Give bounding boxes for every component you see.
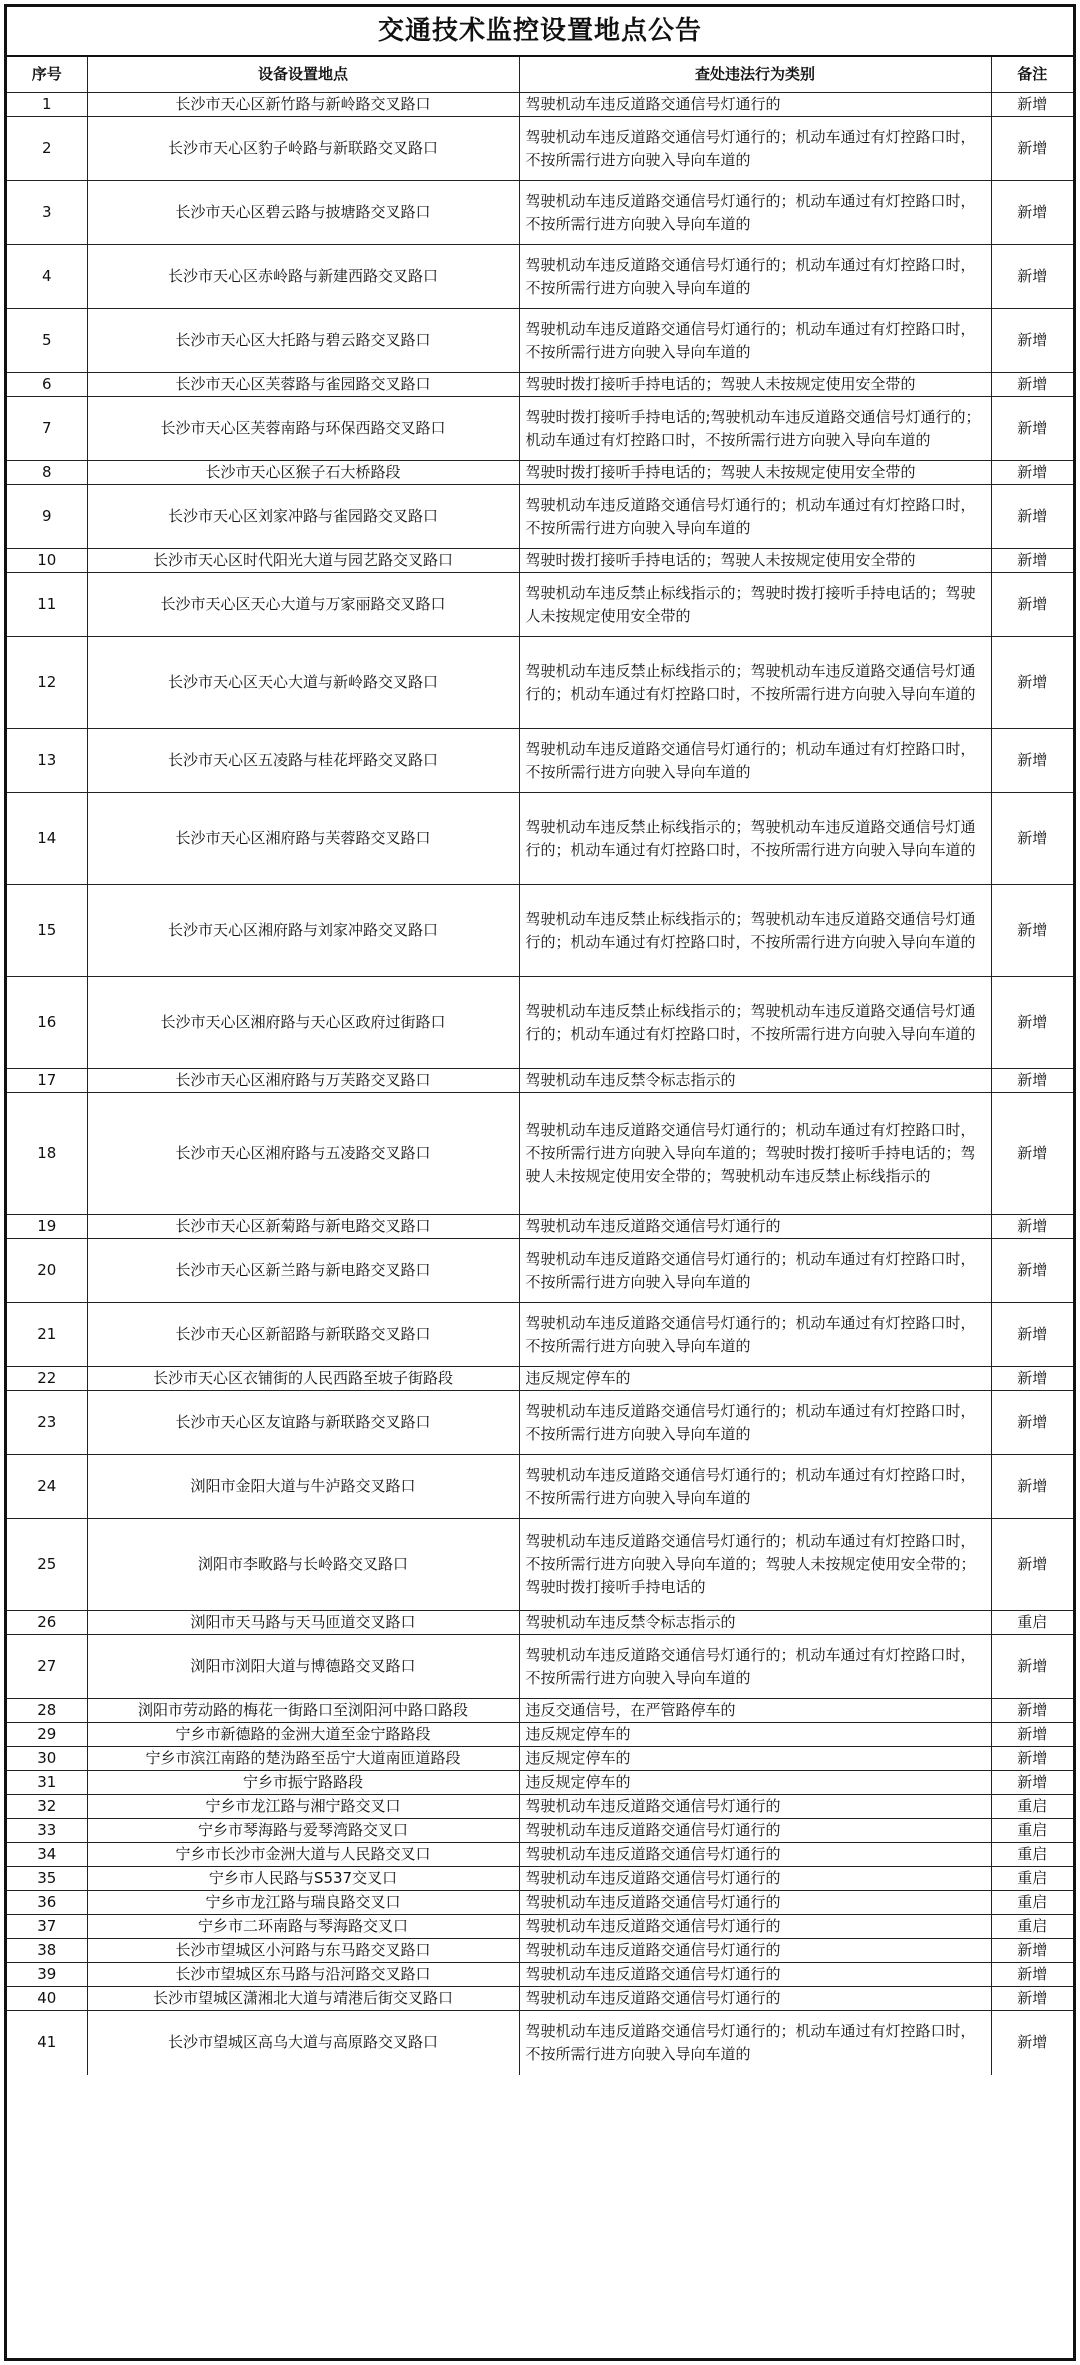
row-violation: 驾驶机动车违反道路交通信号灯通行的；机动车通过有灯控路口时，不按所需行进方向驶入导向车道的 — [519, 1239, 991, 1303]
row-number: 18 — [7, 1093, 87, 1215]
row-location: 长沙市天心区碧云路与披塘路交叉路口 — [87, 181, 519, 245]
row-note: 新增 — [991, 1215, 1073, 1239]
row-violation: 驾驶时拨打接听手持电话的;驾驶机动车违反道路交通信号灯通行的；机动车通过有灯控路口时，不按所需行进方向驶入导向车道的 — [519, 397, 991, 461]
row-violation: 驾驶机动车违反道路交通信号灯通行的 — [519, 1795, 991, 1819]
row-violation: 驾驶机动车违反道路交通信号灯通行的 — [519, 1843, 991, 1867]
row-violation: 驾驶机动车违反禁止标线指示的；驾驶机动车违反道路交通信号灯通行的；机动车通过有灯控路口时，不按所需行进方向驶入导向车道的 — [519, 977, 991, 1069]
row-number: 15 — [7, 885, 87, 977]
row-number: 13 — [7, 729, 87, 793]
table-row — [7, 245, 1073, 309]
table-row — [7, 1939, 1073, 1963]
row-note: 新增 — [991, 1069, 1073, 1093]
row-location: 长沙市望城区潇湘北大道与靖港后街交叉路口 — [87, 1987, 519, 2011]
row-number: 24 — [7, 1455, 87, 1519]
row-number: 12 — [7, 637, 87, 729]
table-row — [7, 1611, 1073, 1635]
row-violation: 驾驶机动车违反禁止标线指示的；驾驶机动车违反道路交通信号灯通行的；机动车通过有灯控路口时，不按所需行进方向驶入导向车道的 — [519, 637, 991, 729]
row-note: 新增 — [991, 977, 1073, 1069]
row-violation: 驾驶机动车违反道路交通信号灯通行的；机动车通过有灯控路口时，不按所需行进方向驶入导向车道的 — [519, 485, 991, 549]
row-location: 宁乡市二环南路与琴海路交叉口 — [87, 1915, 519, 1939]
row-note: 新增 — [991, 793, 1073, 885]
row-number: 11 — [7, 573, 87, 637]
row-location: 长沙市望城区小河路与东马路交叉路口 — [87, 1939, 519, 1963]
row-violation: 驾驶时拨打接听手持电话的；驾驶人未按规定使用安全带的 — [519, 373, 991, 397]
row-location: 长沙市天心区湘府路与天心区政府过街路口 — [87, 977, 519, 1069]
row-note: 重启 — [991, 1867, 1073, 1891]
row-number: 27 — [7, 1635, 87, 1699]
row-note: 新增 — [991, 1239, 1073, 1303]
row-location: 长沙市天心区湘府路与五凌路交叉路口 — [87, 1093, 519, 1215]
row-note: 新增 — [991, 1635, 1073, 1699]
row-number: 21 — [7, 1303, 87, 1367]
row-location: 浏阳市劳动路的梅花一街路口至浏阳河中路口路段 — [87, 1699, 519, 1723]
table-row — [7, 1987, 1073, 2011]
row-number: 9 — [7, 485, 87, 549]
row-number: 14 — [7, 793, 87, 885]
row-location: 长沙市望城区高乌大道与高原路交叉路口 — [87, 2011, 519, 2075]
table-row — [7, 485, 1073, 549]
table-row — [7, 1747, 1073, 1771]
row-note: 新增 — [991, 117, 1073, 181]
row-note: 重启 — [991, 1819, 1073, 1843]
row-number: 19 — [7, 1215, 87, 1239]
row-location: 宁乡市龙江路与瑞良路交叉口 — [87, 1891, 519, 1915]
row-number: 10 — [7, 549, 87, 573]
row-number: 26 — [7, 1611, 87, 1635]
row-violation: 驾驶机动车违反禁止标线指示的；驾驶机动车违反道路交通信号灯通行的；机动车通过有灯控路口时，不按所需行进方向驶入导向车道的 — [519, 793, 991, 885]
row-violation: 驾驶机动车违反道路交通信号灯通行的 — [519, 1987, 991, 2011]
row-violation: 驾驶机动车违反道路交通信号灯通行的；机动车通过有灯控路口时，不按所需行进方向驶入导向车道的 — [519, 1303, 991, 1367]
row-location: 长沙市天心区猴子石大桥路段 — [87, 461, 519, 485]
table-row — [7, 1699, 1073, 1723]
table-row — [7, 1891, 1073, 1915]
row-number: 7 — [7, 397, 87, 461]
table-row — [7, 117, 1073, 181]
table-row — [7, 1519, 1073, 1611]
row-location: 长沙市天心区天心大道与新岭路交叉路口 — [87, 637, 519, 729]
row-violation: 驾驶机动车违反道路交通信号灯通行的；机动车通过有灯控路口时，不按所需行进方向驶入导向车道的 — [519, 245, 991, 309]
row-note: 新增 — [991, 245, 1073, 309]
row-number: 4 — [7, 245, 87, 309]
row-location: 长沙市天心区新兰路与新电路交叉路口 — [87, 1239, 519, 1303]
row-note: 重启 — [991, 1795, 1073, 1819]
row-number: 17 — [7, 1069, 87, 1093]
row-note: 重启 — [991, 1891, 1073, 1915]
row-location: 浏阳市浏阳大道与博德路交叉路口 — [87, 1635, 519, 1699]
row-location: 宁乡市振宁路路段 — [87, 1771, 519, 1795]
row-number: 35 — [7, 1867, 87, 1891]
table-row — [7, 885, 1073, 977]
row-location: 长沙市天心区新竹路与新岭路交叉路口 — [87, 93, 519, 117]
row-violation: 驾驶机动车违反道路交通信号灯通行的；机动车通过有灯控路口时，不按所需行进方向驶入导向车道的 — [519, 1635, 991, 1699]
row-note: 新增 — [991, 309, 1073, 373]
row-note: 新增 — [991, 729, 1073, 793]
row-note: 新增 — [991, 1391, 1073, 1455]
row-violation: 驾驶机动车违反道路交通信号灯通行的；机动车通过有灯控路口时，不按所需行进方向驶入导向车道的 — [519, 1391, 991, 1455]
table-row — [7, 729, 1073, 793]
table-row — [7, 373, 1073, 397]
row-number: 36 — [7, 1891, 87, 1915]
table-row — [7, 1843, 1073, 1867]
row-note: 新增 — [991, 485, 1073, 549]
page-title: 交通技术监控设置地点公告 — [7, 7, 1073, 57]
row-note: 重启 — [991, 1611, 1073, 1635]
table-row — [7, 977, 1073, 1069]
table-body — [7, 93, 1073, 2075]
table-row — [7, 637, 1073, 729]
row-note: 新增 — [991, 1303, 1073, 1367]
row-violation: 驾驶机动车违反道路交通信号灯通行的；机动车通过有灯控路口时，不按所需行进方向驶入导向车道的 — [519, 1455, 991, 1519]
row-note: 新增 — [991, 461, 1073, 485]
row-violation: 驾驶机动车违反道路交通信号灯通行的；机动车通过有灯控路口时，不按所需行进方向驶入导向车道的 — [519, 117, 991, 181]
row-note: 新增 — [991, 1093, 1073, 1215]
row-number: 41 — [7, 2011, 87, 2075]
row-location: 浏阳市天马路与天马匝道交叉路口 — [87, 1611, 519, 1635]
row-violation: 驾驶机动车违反道路交通信号灯通行的；机动车通过有灯控路口时，不按所需行进方向驶入导向车道的 — [519, 309, 991, 373]
row-note: 新增 — [991, 397, 1073, 461]
row-location: 长沙市天心区友谊路与新联路交叉路口 — [87, 1391, 519, 1455]
table-row — [7, 1367, 1073, 1391]
row-number: 37 — [7, 1915, 87, 1939]
row-location: 宁乡市琴海路与爱琴湾路交叉口 — [87, 1819, 519, 1843]
row-number: 28 — [7, 1699, 87, 1723]
row-number: 3 — [7, 181, 87, 245]
row-violation: 驾驶机动车违反道路交通信号灯通行的；机动车通过有灯控路口时，不按所需行进方向驶入导向车道的 — [519, 2011, 991, 2075]
row-location: 宁乡市新德路的金洲大道至金宁路路段 — [87, 1723, 519, 1747]
header-violation: 查处违法行为类别 — [519, 57, 991, 93]
row-note: 新增 — [991, 1367, 1073, 1391]
row-location: 宁乡市人民路与S537交叉口 — [87, 1867, 519, 1891]
row-location: 长沙市天心区时代阳光大道与园艺路交叉路口 — [87, 549, 519, 573]
row-violation: 驾驶机动车违反道路交通信号灯通行的 — [519, 1891, 991, 1915]
row-note: 新增 — [991, 1699, 1073, 1723]
header-number: 序号 — [7, 57, 87, 93]
row-number: 34 — [7, 1843, 87, 1867]
row-number: 40 — [7, 1987, 87, 2011]
table-row — [7, 1867, 1073, 1891]
row-violation: 驾驶机动车违反禁令标志指示的 — [519, 1069, 991, 1093]
row-location: 长沙市天心区芙蓉路与雀园路交叉路口 — [87, 373, 519, 397]
row-location: 长沙市天心区刘家冲路与雀园路交叉路口 — [87, 485, 519, 549]
row-note: 新增 — [991, 2011, 1073, 2075]
row-violation: 驾驶机动车违反道路交通信号灯通行的 — [519, 1215, 991, 1239]
row-number: 29 — [7, 1723, 87, 1747]
row-number: 23 — [7, 1391, 87, 1455]
row-violation: 驾驶机动车违反道路交通信号灯通行的 — [519, 1915, 991, 1939]
row-violation: 驾驶时拨打接听手持电话的；驾驶人未按规定使用安全带的 — [519, 549, 991, 573]
row-violation: 驾驶机动车违反道路交通信号灯通行的；机动车通过有灯控路口时，不按所需行进方向驶入导向车道的 — [519, 181, 991, 245]
row-location: 浏阳市金阳大道与牛泸路交叉路口 — [87, 1455, 519, 1519]
header-location: 设备设置地点 — [87, 57, 519, 93]
row-location: 浏阳市李畋路与长岭路交叉路口 — [87, 1519, 519, 1611]
row-note: 新增 — [991, 181, 1073, 245]
row-note: 新增 — [991, 93, 1073, 117]
row-location: 宁乡市龙江路与湘宁路交叉口 — [87, 1795, 519, 1819]
table-row — [7, 573, 1073, 637]
row-location: 宁乡市滨江南路的楚沩路至岳宁大道南匝道路段 — [87, 1747, 519, 1771]
row-number: 8 — [7, 461, 87, 485]
row-location: 长沙市天心区赤岭路与新建西路交叉路口 — [87, 245, 519, 309]
row-violation: 驾驶机动车违反道路交通信号灯通行的 — [519, 1867, 991, 1891]
row-violation: 驾驶机动车违反道路交通信号灯通行的 — [519, 1963, 991, 1987]
row-violation: 驾驶机动车违反道路交通信号灯通行的 — [519, 1819, 991, 1843]
row-number: 38 — [7, 1939, 87, 1963]
row-violation: 违反规定停车的 — [519, 1747, 991, 1771]
row-note: 新增 — [991, 373, 1073, 397]
row-number: 1 — [7, 93, 87, 117]
row-note: 新增 — [991, 1723, 1073, 1747]
row-violation: 违反规定停车的 — [519, 1723, 991, 1747]
row-note: 重启 — [991, 1843, 1073, 1867]
row-violation: 违反规定停车的 — [519, 1367, 991, 1391]
row-note: 新增 — [991, 1519, 1073, 1611]
table-row — [7, 549, 1073, 573]
row-number: 16 — [7, 977, 87, 1069]
row-note: 新增 — [991, 885, 1073, 977]
table-row — [7, 93, 1073, 117]
row-location: 长沙市天心区豹子岭路与新联路交叉路口 — [87, 117, 519, 181]
table-row — [7, 2011, 1073, 2075]
row-violation: 驾驶机动车违反禁止标线指示的；驾驶机动车违反道路交通信号灯通行的；机动车通过有灯控路口时，不按所需行进方向驶入导向车道的 — [519, 885, 991, 977]
table-row — [7, 1635, 1073, 1699]
row-number: 6 — [7, 373, 87, 397]
row-number: 2 — [7, 117, 87, 181]
row-location: 长沙市天心区新菊路与新电路交叉路口 — [87, 1215, 519, 1239]
table-row — [7, 1455, 1073, 1519]
row-violation: 驾驶机动车违反禁令标志指示的 — [519, 1611, 991, 1635]
row-location: 长沙市天心区湘府路与刘家冲路交叉路口 — [87, 885, 519, 977]
table-row — [7, 1915, 1073, 1939]
row-location: 宁乡市长沙市金洲大道与人民路交叉口 — [87, 1843, 519, 1867]
table-row — [7, 181, 1073, 245]
row-note: 新增 — [991, 1963, 1073, 1987]
row-note: 新增 — [991, 573, 1073, 637]
row-number: 31 — [7, 1771, 87, 1795]
row-location: 长沙市天心区大托路与碧云路交叉路口 — [87, 309, 519, 373]
row-violation: 驾驶机动车违反道路交通信号灯通行的；机动车通过有灯控路口时，不按所需行进方向驶入导向车道的；驾驶人未按规定使用安全带的；驾驶时拨打接听手持电话的 — [519, 1519, 991, 1611]
row-number: 32 — [7, 1795, 87, 1819]
table-row — [7, 1391, 1073, 1455]
row-number: 33 — [7, 1819, 87, 1843]
table-row — [7, 1819, 1073, 1843]
table-row — [7, 1795, 1073, 1819]
table-row — [7, 1963, 1073, 1987]
row-violation: 违反交通信号，在严管路停车的 — [519, 1699, 991, 1723]
table-row — [7, 1215, 1073, 1239]
row-location: 长沙市天心区新韶路与新联路交叉路口 — [87, 1303, 519, 1367]
row-number: 20 — [7, 1239, 87, 1303]
row-location: 长沙市望城区东马路与沿河路交叉路口 — [87, 1963, 519, 1987]
row-violation: 违反规定停车的 — [519, 1771, 991, 1795]
table-row — [7, 1069, 1073, 1093]
row-note: 新增 — [991, 549, 1073, 573]
table-row — [7, 1303, 1073, 1367]
table-row — [7, 397, 1073, 461]
table-row — [7, 309, 1073, 373]
table-row — [7, 1771, 1073, 1795]
row-violation: 驾驶机动车违反道路交通信号灯通行的；机动车通过有灯控路口时，不按所需行进方向驶入导向车道的；驾驶时拨打接听手持电话的；驾驶人未按规定使用安全带的；驾驶机动车违反禁止标线指示的 — [519, 1093, 991, 1215]
row-number: 22 — [7, 1367, 87, 1391]
row-note: 重启 — [991, 1915, 1073, 1939]
row-note: 新增 — [991, 1771, 1073, 1795]
table-row — [7, 461, 1073, 485]
row-note: 新增 — [991, 1987, 1073, 2011]
row-note: 新增 — [991, 1747, 1073, 1771]
row-location: 长沙市天心区芙蓉南路与环保西路交叉路口 — [87, 397, 519, 461]
row-note: 新增 — [991, 1939, 1073, 1963]
row-note: 新增 — [991, 1455, 1073, 1519]
row-number: 5 — [7, 309, 87, 373]
row-location: 长沙市天心区天心大道与万家丽路交叉路口 — [87, 573, 519, 637]
header-note: 备注 — [991, 57, 1073, 93]
table-row — [7, 1239, 1073, 1303]
row-violation: 驾驶时拨打接听手持电话的；驾驶人未按规定使用安全带的 — [519, 461, 991, 485]
row-location: 长沙市天心区五凌路与桂花坪路交叉路口 — [87, 729, 519, 793]
row-violation: 驾驶机动车违反道路交通信号灯通行的 — [519, 93, 991, 117]
table-header-row — [7, 57, 1073, 93]
table-row — [7, 1093, 1073, 1215]
table-row — [7, 1723, 1073, 1747]
row-location: 长沙市天心区湘府路与芙蓉路交叉路口 — [87, 793, 519, 885]
table-row — [7, 793, 1073, 885]
row-violation: 驾驶机动车违反道路交通信号灯通行的 — [519, 1939, 991, 1963]
row-number: 30 — [7, 1747, 87, 1771]
location-table — [7, 57, 1073, 2075]
row-location: 长沙市天心区湘府路与万芙路交叉路口 — [87, 1069, 519, 1093]
row-number: 39 — [7, 1963, 87, 1987]
row-violation: 驾驶机动车违反禁止标线指示的；驾驶时拨打接听手持电话的；驾驶人未按规定使用安全带的 — [519, 573, 991, 637]
row-number: 25 — [7, 1519, 87, 1611]
row-note: 新增 — [991, 637, 1073, 729]
row-violation: 驾驶机动车违反道路交通信号灯通行的；机动车通过有灯控路口时，不按所需行进方向驶入导向车道的 — [519, 729, 991, 793]
row-location: 长沙市天心区衣铺街的人民西路至坡子街路段 — [87, 1367, 519, 1391]
notice-sheet — [4, 4, 1076, 2361]
